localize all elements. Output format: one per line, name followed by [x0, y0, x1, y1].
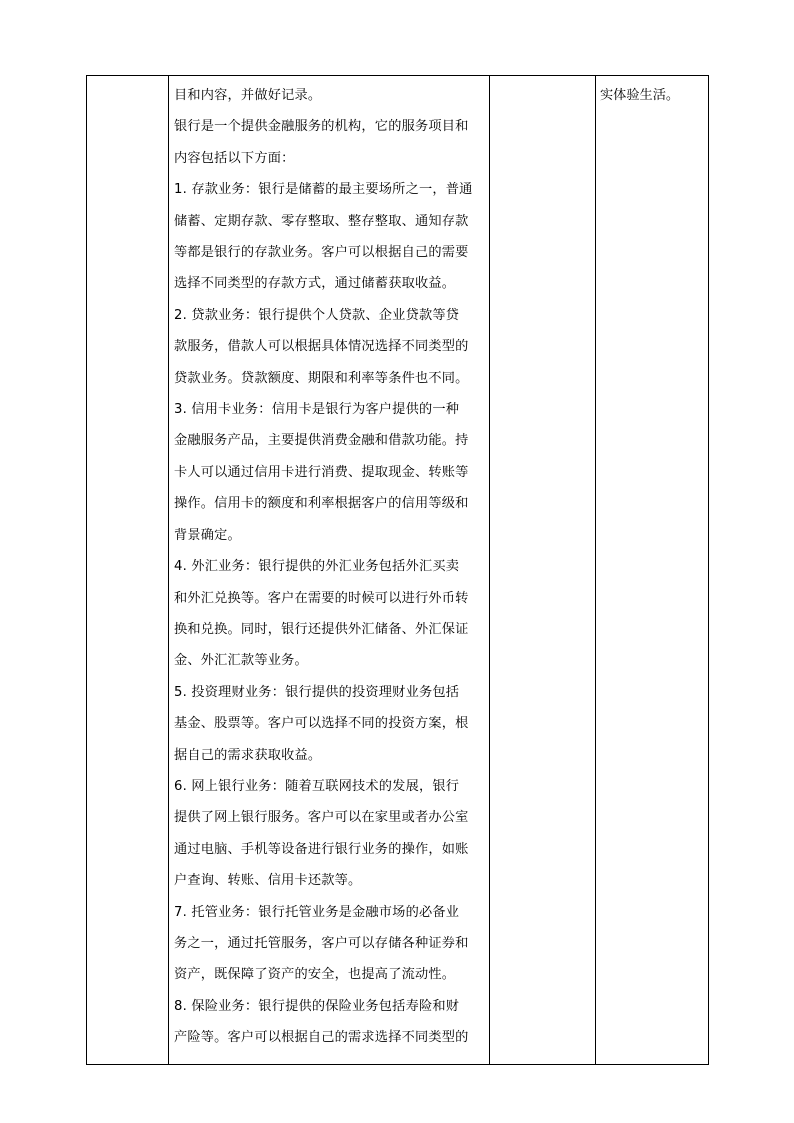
content-line: 等都是银行的存款业务。客户可以根据自己的需要 — [174, 245, 469, 261]
activity-text: 实体验生活。 — [600, 88, 680, 103]
teacher-activity-cell — [490, 76, 596, 1065]
content-line: 提供了网上银行服务。客户可以在家里或者办公室 — [174, 810, 469, 826]
content-line: 金融服务产品，主要提供消费金融和借款功能。持 — [174, 433, 469, 449]
content-line: 务之一，通过托管服务，客户可以存储各种证券和 — [174, 935, 469, 951]
content-line: 3. 信用卡业务：信用卡是银行为客户提供的一种 — [174, 402, 460, 418]
content-line: 6. 网上银行业务：随着互联网技术的发展，银行 — [174, 778, 460, 794]
content-line: 4. 外汇业务：银行提供的外汇业务包括外汇买卖 — [174, 559, 460, 575]
content-line: 背景确定。 — [174, 527, 241, 543]
content-line: 款服务，借款人可以根据具体情况选择不同类型的 — [174, 339, 469, 355]
content-line: 通过电脑、手机等设备进行银行业务的操作，如账 — [174, 841, 469, 857]
content-line: 内容包括以下方面： — [174, 150, 295, 166]
table-row — [87, 76, 709, 1065]
content-line: 8. 保险业务：银行提供的保险业务包括寿险和财 — [174, 998, 460, 1014]
content-line: 据自己的需求获取收益。 — [174, 747, 322, 763]
content-line: 1. 存款业务：银行是储蓄的最主要场所之一，普通 — [174, 182, 473, 198]
section-cell — [87, 76, 169, 1065]
content-line: 户查询、转账、信用卡还款等。 — [174, 873, 362, 889]
content-line: 7. 托管业务：银行托管业务是金融市场的必备业 — [174, 904, 460, 920]
content-line: 选择不同类型的存款方式，通过储蓄获取收益。 — [174, 276, 456, 292]
content-line: 5. 投资理财业务：银行提供的投资理财业务包括 — [174, 684, 460, 700]
content-line: 操作。信用卡的额度和利率根据客户的信用等级和 — [174, 496, 469, 512]
content-line: 2. 贷款业务：银行提供个人贷款、企业贷款等贷 — [174, 307, 460, 323]
content-line: 目和内容，并做好记录。 — [174, 88, 322, 103]
student-activity-cell — [596, 76, 709, 1065]
content-line: 贷款业务。贷款额度、期限和利率等条件也不同。 — [174, 370, 469, 386]
content-line: 卡人可以通过信用卡进行消费、提取现金、转账等 — [174, 464, 469, 480]
content-line: 产险等。客户可以根据自己的需求选择不同类型的 — [174, 1030, 469, 1046]
content-line: 金、外汇汇款等业务。 — [174, 653, 308, 669]
content-line: 基金、股票等。客户可以选择不同的投资方案，根 — [174, 716, 469, 732]
content-line: 和外汇兑换等。客户在需要的时候可以进行外币转 — [174, 590, 469, 606]
lesson-plan-table — [86, 75, 709, 1065]
content-line: 银行是一个提供金融服务的机构，它的服务项目和 — [174, 119, 469, 135]
content-line: 换和兑换。同时，银行还提供外汇储备、外汇保证 — [174, 621, 469, 637]
content-line: 资产，既保障了资产的安全，也提高了流动性。 — [174, 967, 456, 983]
content-cell — [169, 76, 490, 1065]
content-text — [169, 76, 489, 1054]
content-line: 储蓄、定期存款、零存整取、整存整取、通知存款 — [174, 213, 469, 229]
